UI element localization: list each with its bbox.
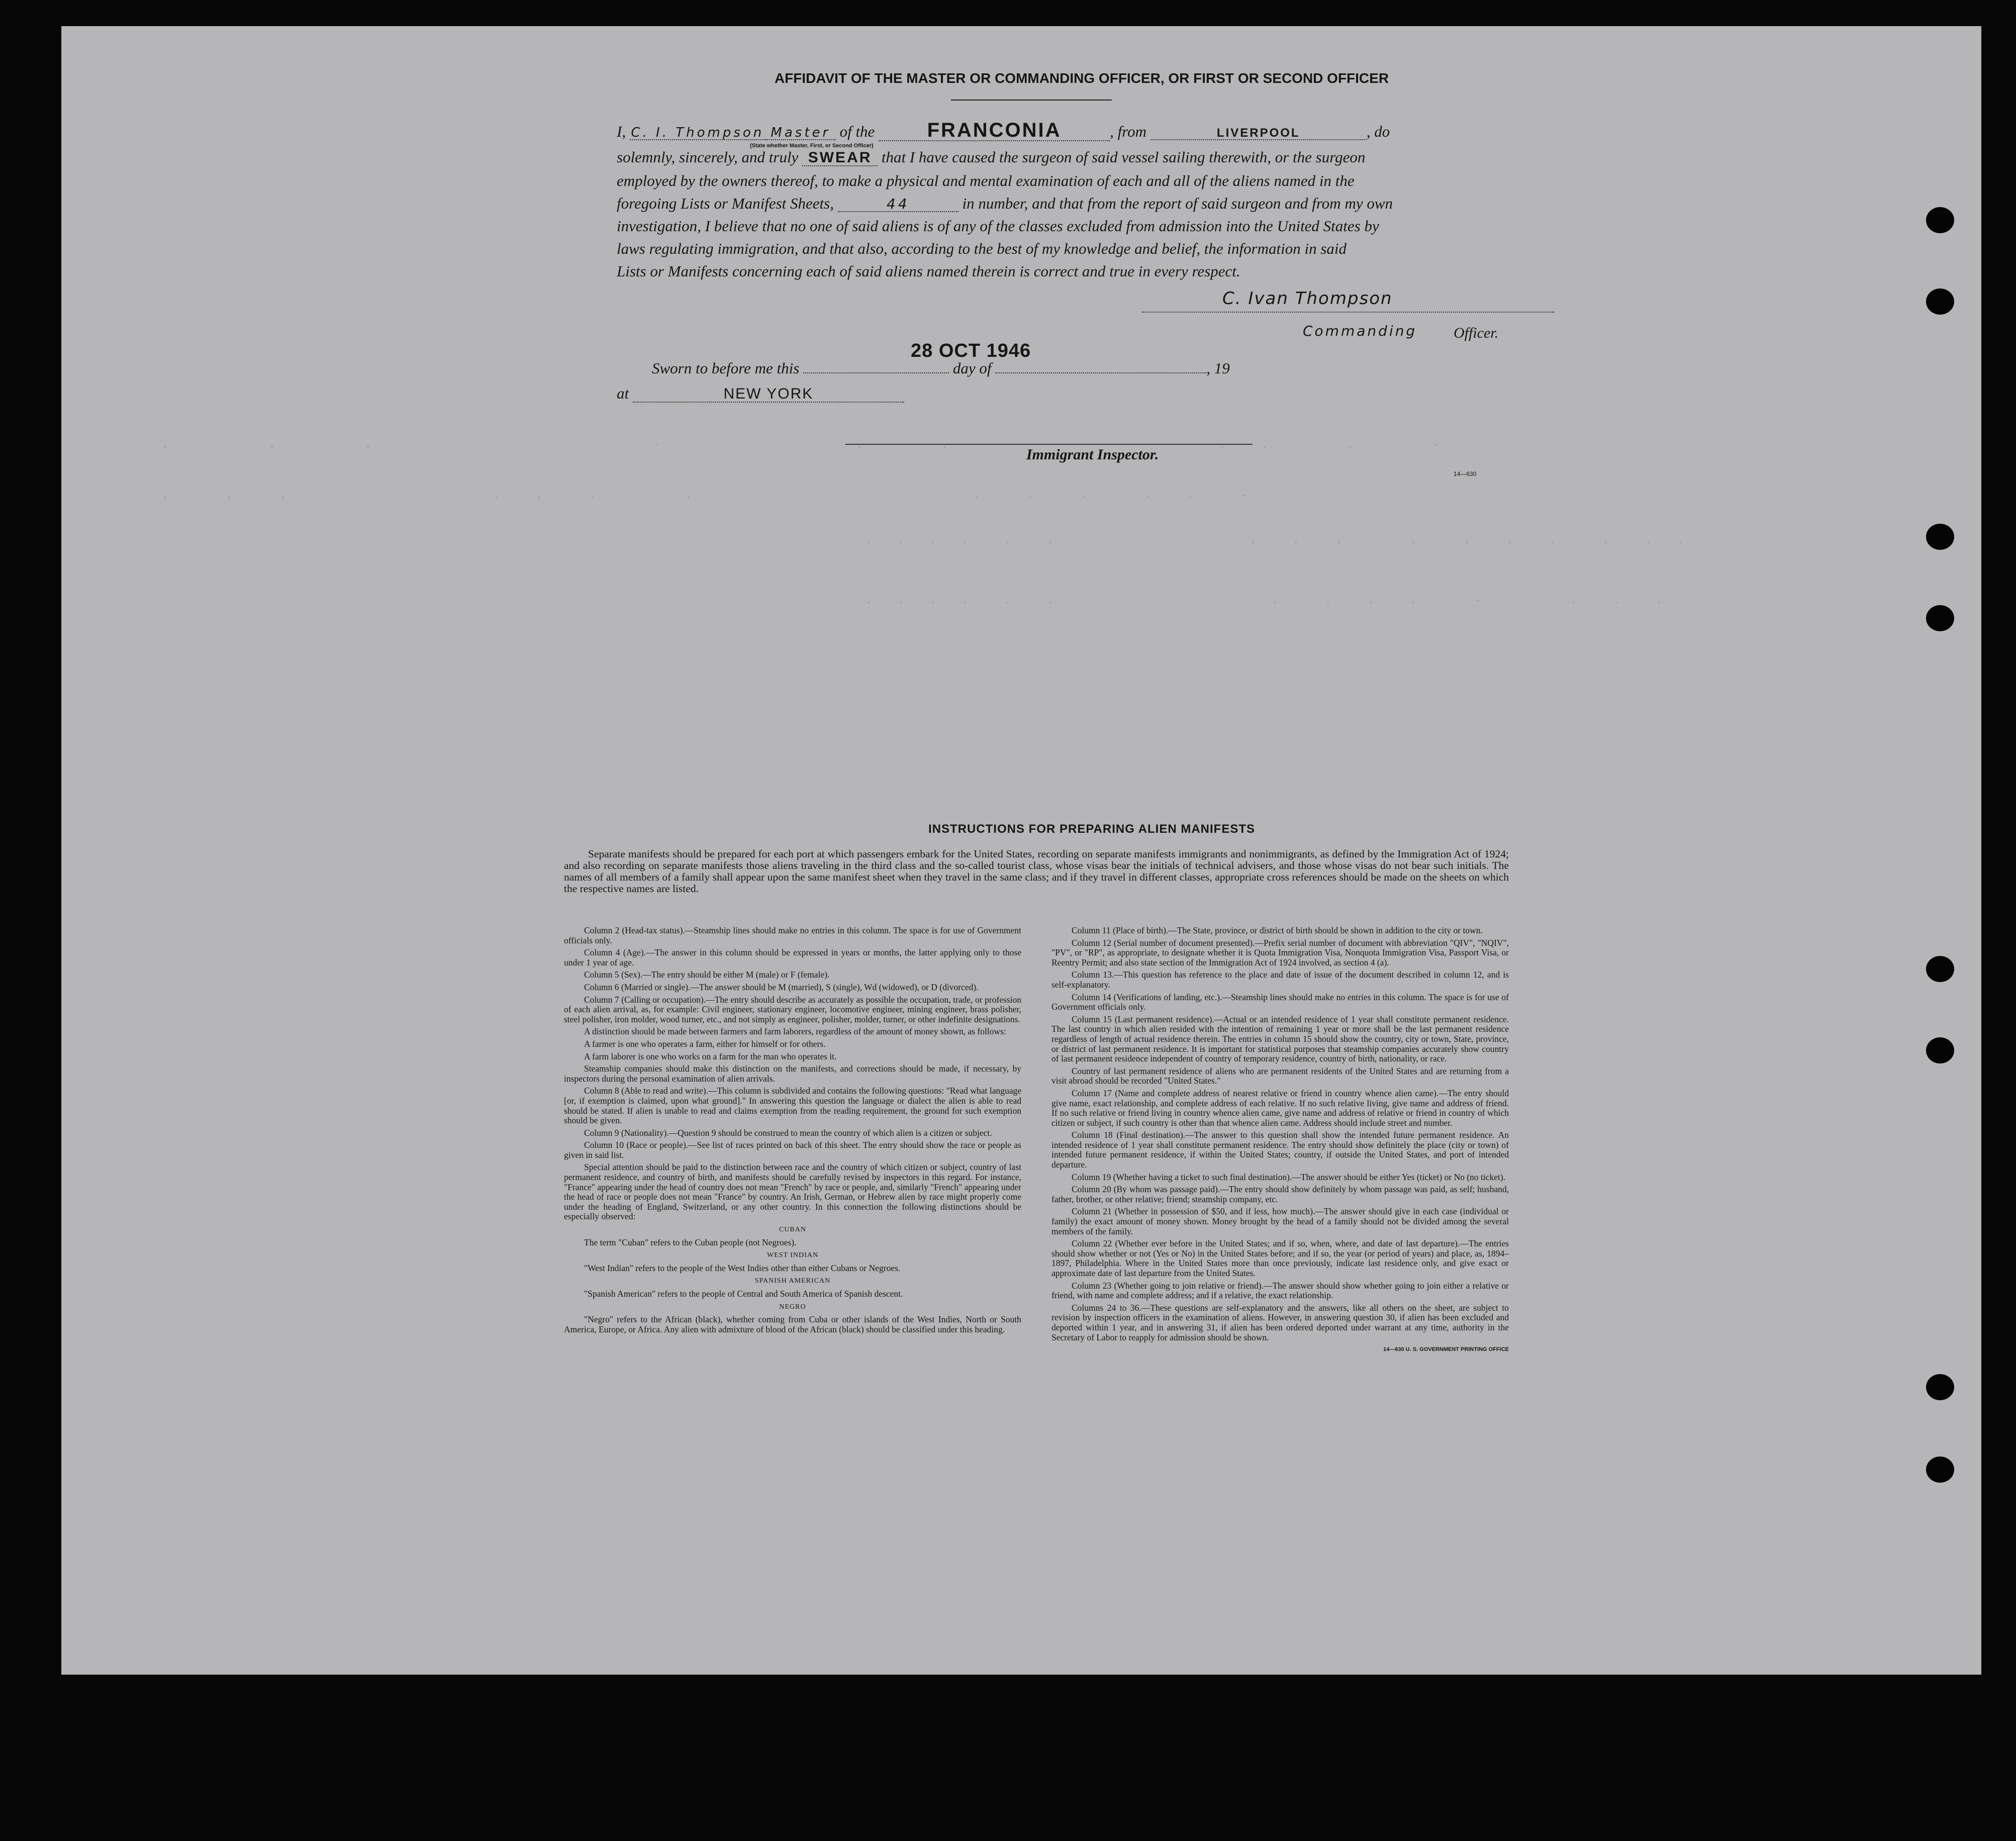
officer-rank-field	[765, 124, 836, 140]
left-instruction: Column 10 (Race or people).—See list of races printed on back of this sheet. The entry should show the race or people as given in said list.	[564, 1140, 1021, 1160]
sheets-count-field	[838, 196, 958, 212]
printing-office-footer: 14—630 U. S. GOVERNMENT PRINTING OFFICE	[1383, 1346, 1509, 1353]
left-instruction: A farm laborer is one who works on a farm for the man who operates it.	[584, 1051, 837, 1061]
left-instruction: Steamship companies should make this distinction on the manifests, and corrections should be made, if necessary, by inspectors during the personal examination of alien arrivals.	[564, 1063, 1021, 1084]
bleed-through-marks-3: . . . . . . . . . . . . . . . .	[866, 534, 1688, 546]
punch-hole	[1926, 1037, 1954, 1063]
officer-rank-note: (State whether Master, First, or Second Officer)	[750, 143, 874, 149]
officer-rank-handwriting: Master	[771, 125, 831, 140]
spanish-american-heading: SPANISH AMERICAN	[754, 1277, 831, 1285]
port-stamp: LIVERPOOL	[1216, 126, 1300, 140]
right-instruction: Country of last permanent residence of aliens who are permanent residents of the United States and are returning from a visit abroad should be recorded "United States."	[1051, 1065, 1509, 1086]
left-instruction: Column 9 (Nationality).—Question 9 should be construed to mean the country of which alien is a citizen or subject.	[584, 1127, 992, 1138]
right-instruction: Column 22 (Whether ever before in the United States; and if so, when, where, and date of last departure).—The entries should show whether or not (Yes or No) in the United States before; and if so, the year (or period of years) and place, as, 1894–1897, Philadelphia. Where in the United States more than once previously, indicate last residence only, and give exact or approximate date of last departure from the United States.	[1051, 1238, 1509, 1278]
inspector-label: Immigrant Inspector.	[1026, 446, 1159, 463]
instructions-title: INSTRUCTIONS FOR PREPARING ALIEN MANIFESTS	[928, 822, 1255, 836]
day-of-label: day of	[952, 359, 992, 377]
capacity-handwriting: Commanding	[1303, 323, 1417, 339]
left-instruction: Column 8 (Able to read and write).—This column is subdivided and contains the following questions: "Read what language [or, if exemption is claimed, upon what ground]." In answering this question the language or dialect the alien is able to read should be stated. If alien is unable to read and claims exemption from the reading requirement, the ground for such exemption should be given.	[564, 1086, 1021, 1126]
punch-hole	[1926, 956, 1954, 982]
signature-handwriting: C. Ivan Thompson	[1222, 288, 1393, 309]
right-instruction: Column 23 (Whether going to join relative or friend).—The answer should show whether going to join either a relative or friend, with name and complete address; and if a relative, the exact relationship.	[1051, 1280, 1509, 1301]
right-instruction: Column 18 (Final destination).—The answer to this question shall show the intended future permanent residence. An intended residence of 1 year shall constitute permanent residence. The entry should show definitely the place (city or town) of intended future permanent residence, if within the United States; country, if outside the United States, and port of intended departure.	[1051, 1130, 1509, 1170]
spanish-american-text: "Spanish American" refers to the people of Central and South America of Spanish descent.	[584, 1289, 903, 1299]
at-line	[617, 385, 1572, 403]
at-label: at	[617, 384, 629, 402]
officer-label: Officer.	[1454, 325, 1499, 341]
sworn-line	[652, 360, 1607, 376]
from-label: , from	[1110, 123, 1146, 140]
affidavit-line-7: Lists or Manifests concerning each of said aliens named therein is correct and true in every respect.	[617, 262, 1240, 280]
negro-heading: NEGRO	[779, 1303, 806, 1311]
form-number-top: 14—630	[1454, 470, 1477, 477]
signature-line	[1142, 312, 1554, 313]
affidavit-line-2	[617, 149, 1572, 166]
title-rule	[951, 100, 1112, 101]
bleed-through-marks-2: . . . . . . . . . . . . -	[162, 489, 1252, 501]
cuban-heading: CUBAN	[779, 1226, 806, 1234]
sheets-count-handwriting: 44	[886, 196, 910, 212]
officer-name-field	[630, 124, 765, 140]
do-label: , do	[1366, 123, 1390, 140]
surgeon-text: that I have caused the surgeon of said vessel sailing therewith, or the surgeon	[881, 148, 1366, 166]
vessel-stamp: FRANCONIA	[927, 119, 1062, 141]
in-number-text: in number, and that from the report of said surgeon and from my own	[962, 195, 1393, 212]
negro-text: "Negro" refers to the African (black), whether coming from Cuba or other islands of the West Indies, North or South America, Europe, or Africa. Any alien with admixture of blood of the African (black) should be classified under this heading.	[564, 1314, 1021, 1334]
right-instruction: Column 21 (Whether in possession of $50, and if less, how much).—The answer should give in each case (individual or family) the exact amount of money shown. Money brought by the head of a family should not be divided among the several members of the family.	[1051, 1206, 1509, 1236]
west-indian-text: "West Indian" refers to the people of the West Indies other than either Cubans or Negroes.	[584, 1263, 901, 1273]
affidavit-line-1	[617, 120, 1572, 141]
officer-name-handwriting: C. I. Thompson	[631, 125, 764, 140]
west-indian-heading: WEST INDIAN	[766, 1251, 819, 1259]
bleed-through-marks: . . . - . . . . . -	[162, 438, 1444, 451]
affidavit-line-4	[617, 196, 1572, 212]
sworn-label: Sworn to before me this	[652, 359, 800, 377]
right-instruction: Column 13.—This question has reference to the place and date of issue of the document described in column 12, and is self-explanatory.	[1051, 970, 1509, 990]
affidavit-title: AFFIDAVIT OF THE MASTER OR COMMANDING OFFICER, OR FIRST OR SECOND OFFICER	[774, 70, 1389, 86]
oath-field	[802, 149, 878, 166]
punch-hole	[1926, 605, 1954, 631]
left-instruction: Column 2 (Head-tax status).—Steamship lines should make no entries in this column. The space is for use of Government officials only.	[564, 925, 1021, 945]
left-instruction: A distinction should be made between farmers and farm laborers, regardless of the amount of money shown, as follows:	[584, 1026, 1006, 1037]
sworn-day-field	[803, 372, 949, 373]
place-stamp: NEW YORK	[723, 385, 814, 402]
cuban-text: The term "Cuban" refers to the Cuban people (not Negroes).	[584, 1237, 797, 1247]
inspector-signature-line	[845, 444, 1253, 445]
year-label: , 19	[1206, 359, 1230, 377]
affiant-pronoun: I,	[617, 123, 626, 140]
instructions-intro: Separate manifests should be prepared for each port at which passengers embark for the United States, recording on separate manifests immigrants and nonimmigrants, as defined by the Immigration Act of 1924; and also recording on separate manifests those aliens traveling in the third class and the so-called tourist class, whose visas bear the initials of technical advisers, and those whose visas do not bear such initials. The names of all members of a family shall appear upon the same manifest sheet when they travel in the same class; and if they travel in different classes, appropriate cross references should be made on the sheets on which the respective names are listed.	[564, 848, 1509, 895]
right-instruction: Column 19 (Whether having a ticket to such final destination).—The answer should be either Yes (ticket) or No (no ticket).	[1072, 1172, 1506, 1182]
left-instruction: A farmer is one who operates a farm, either for himself or for others.	[584, 1038, 826, 1049]
right-instruction: Column 15 (Last permanent residence).—Actual or an intended residence of 1 year shall constitute permanent residence. The last country in which alien resided with the intention of remaining 1 year or more shall be the last permanent residence regardless of length of actual residence therein. The entries in column 15 should show the country, city or town, State, province, or district of last permanent residence. It is important for statistical purposes that steamship companies accurately show country of last permanent residence independent of country of temporary residence, country of birth, nationality, or race.	[1051, 1014, 1509, 1064]
sworn-date-stamp: 28 OCT 1946	[911, 340, 1031, 361]
affidavit-line-6: laws regulating immigration, and that also, according to the best of my knowledge and belief, the information in said	[617, 240, 1347, 257]
punch-hole	[1926, 1457, 1954, 1483]
left-instruction: Column 5 (Sex).—The entry should be either M (male) or F (female).	[584, 970, 830, 980]
manifest-sheet	[61, 26, 1981, 1675]
oath-stamp: SWEAR	[808, 149, 872, 166]
punch-hole	[1926, 524, 1954, 550]
right-instruction: Column 17 (Name and complete address of nearest relative or friend in country whence alien came).—The entry should give name, exact relationship, and complete address of each relative. If no such relative living, give name and address of friend. If no such relative or friend living in country whence alien came, give name and address of relative or friend in country of which citizen or subject, if such country is other than that whence alien came. Address should include street and number.	[1051, 1088, 1509, 1128]
affidavit-line-5: investigation, I believe that no one of said aliens is of any of the classes excluded from admission into the United States by	[617, 217, 1379, 235]
right-instruction: Column 12 (Serial number of document presented).—Prefix serial number of document with abbreviation "QIV", "NQIV", "PV", or "RP", as appropriate, to designate whether it is Quota Immigration Visa, Nonquota Immigration Visa, Passport Visa, or Reentry Permit; and also state section of the Immigration Act of 1924 involved, as section 4 (a).	[1051, 937, 1509, 967]
left-instruction: Column 7 (Calling or occupation).—The entry should describe as accurately as possible the occupation, trade, or profession of each alien arrival, as, for example: Civil engineer, stationary engineer, locomotive engineer, mining engineer, brass polisher, steel polisher, iron molder, wood turner, etc., and not simply as engineer, polisher, molder, turner, or other indefinite designations.	[564, 994, 1021, 1024]
bleed-through-marks-4: . . . . . . . . . . - . . .	[866, 594, 1667, 607]
instructions-left-column	[564, 926, 1021, 1337]
solemnly-text: solemnly, sincerely, and truly	[617, 148, 799, 166]
left-instruction: Special attention should be paid to the distinction between race and the country of which citizen or subject, country of last permanent residence, and country of birth, and manifests should be carefully revised by inspectors in this regard. For instance, "France" appearing under the head of country does not mean "French" by race or people, and, similarly "French" appearing under the head of race or people does not mean "France" by country. An Irish, German, or Hebrew alien by race might properly come under the heading of England, Switzerland, or any other country. In this connection the following distinctions should be especially observed:	[564, 1162, 1021, 1222]
right-instruction: Column 20 (By whom was passage paid).—The entry should show definitely by whom passage was paid, as self; husband, father, brother, or other relative; friend; steamship company, etc.	[1051, 1184, 1509, 1204]
right-instruction: Column 14 (Verifications of landing, etc.).—Steamship lines should make no entries in this column. The space is for use of Government officials only.	[1051, 992, 1509, 1012]
affidavit-line-3: employed by the owners thereof, to make a physical and mental examination of each and all of the aliens named in the	[617, 172, 1355, 189]
punch-hole	[1926, 288, 1954, 315]
foregoing-text: foregoing Lists or Manifest Sheets,	[617, 195, 834, 212]
right-instruction: Column 11 (Place of birth).—The State, province, or district of birth should be shown in addition to the city or town.	[1072, 925, 1483, 935]
punch-hole	[1926, 207, 1954, 233]
left-instruction: Column 4 (Age).—The answer in this column should be expressed in years or months, the latter applying only to those under 1 year of age.	[564, 947, 1021, 967]
punch-hole	[1926, 1374, 1954, 1400]
instructions-right-column	[1051, 926, 1509, 1355]
port-field	[1150, 124, 1367, 140]
place-field	[633, 385, 904, 403]
vessel-field	[879, 120, 1110, 141]
right-instruction: Columns 24 to 36.—These questions are self-explanatory and the answers, like all others on the sheet, are subject to revision by inspection officers in the examination of aliens. However, in answering question 30, if alien has been excluded and deported within 1 year, and in answering 31, if alien has been ordered deported under warrant at any time, authority in the Secretary of Labor to reapply for admission should be shown.	[1051, 1302, 1509, 1342]
left-instruction: Column 6 (Married or single).—The answer should be M (married), S (single), Wd (widowed), or D (divorced).	[584, 982, 979, 992]
sworn-month-field	[995, 372, 1206, 373]
of-the-label: of the	[839, 123, 875, 140]
